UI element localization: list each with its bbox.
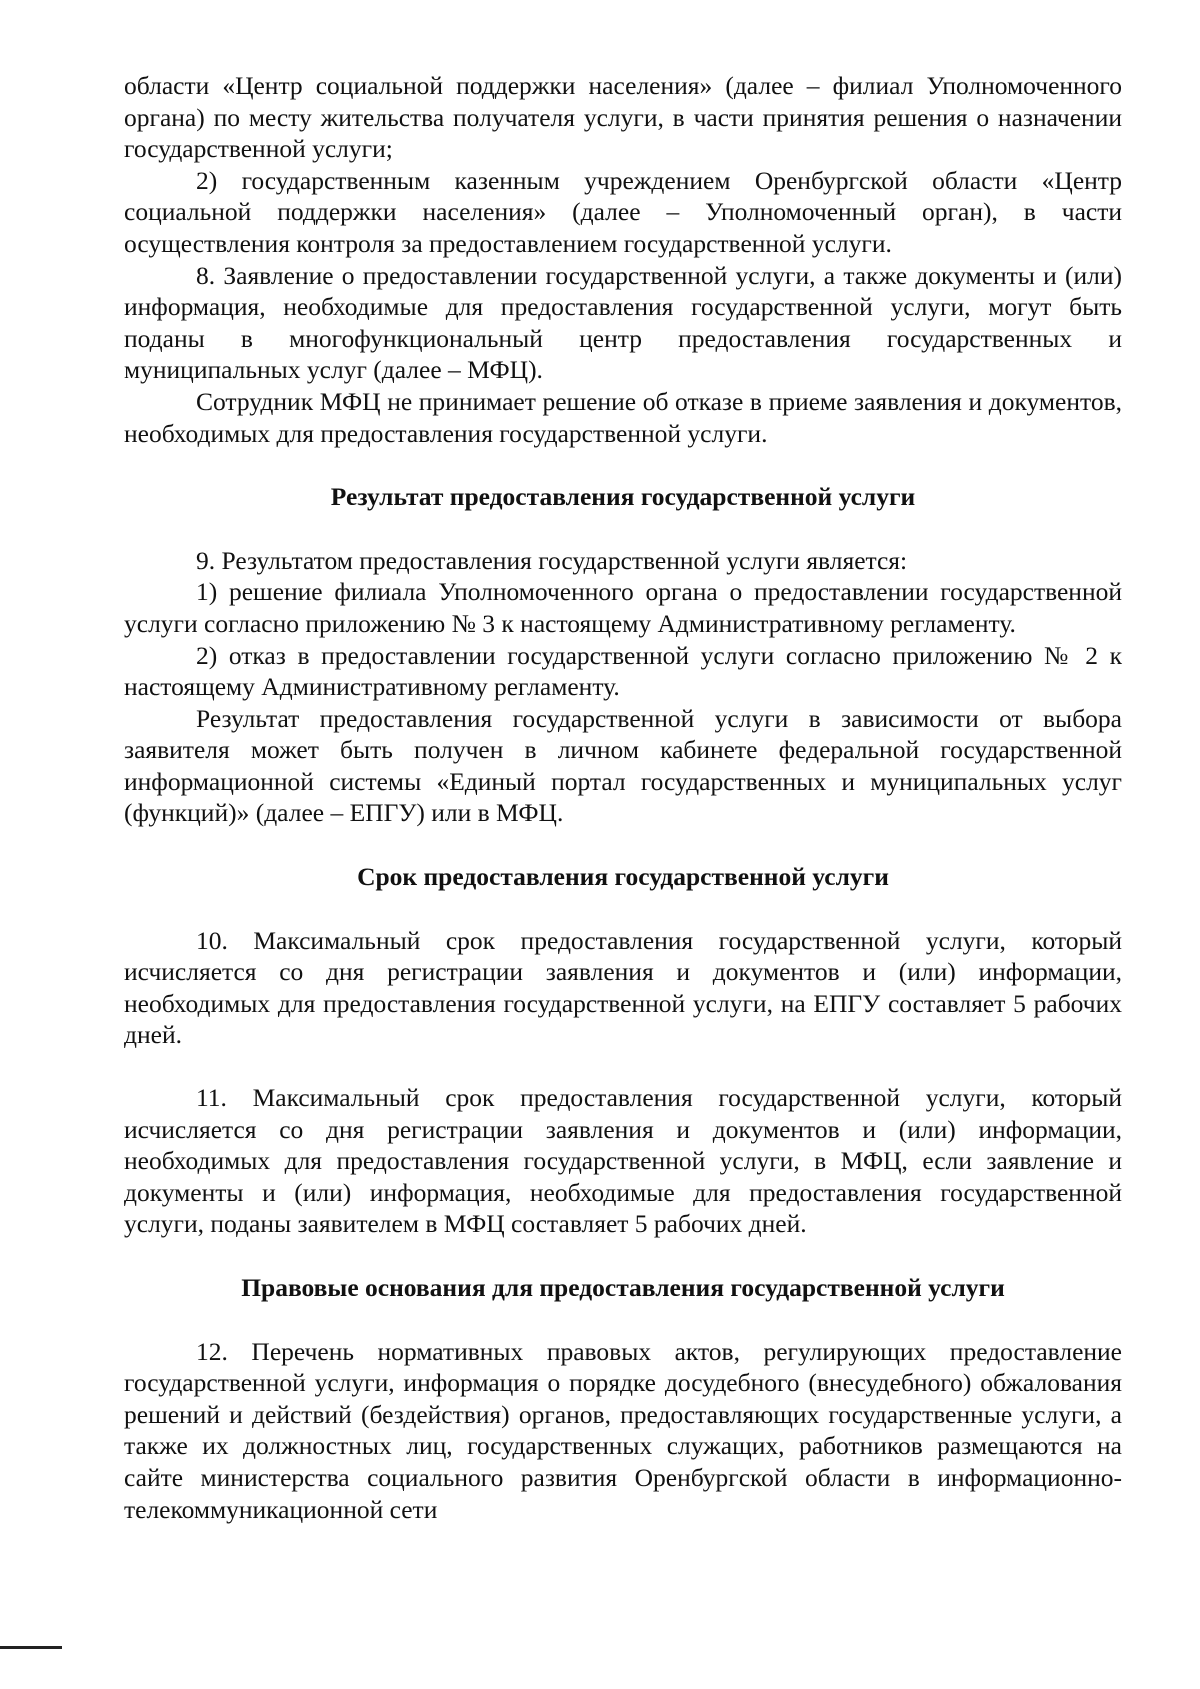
paragraph-10: 10. Максимальный срок предоставления государственной услуги, который исчисляется со дня регистрации заявления и документов и (или) информации, необходимых для предоставления государственной услуги, на ЕПГУ составляет 5 рабочих дней.: [124, 925, 1122, 1050]
paragraph-9-result: Результат предоставления государственной услуги в зависимости от выбора заявителя может быть получен в личном кабинете федеральной государственной информационной системы «Единый портал государственных и муниципальных услуг (функций)» (далее – ЕПГУ) или в МФЦ.: [124, 703, 1122, 828]
heading-result: Результат предоставления государственной услуги: [330, 482, 916, 512]
scan-edge-mark: [0, 1646, 62, 1649]
paragraph-8: 8. Заявление о предоставлении государственной услуги, а также документы и (или) информация, необходимые для предоставления государственной услуги, могут быть поданы в многофункциональный центр предоставления государственных и муниципальных услуг (далее – МФЦ).: [124, 260, 1122, 385]
paragraph-11: 11. Максимальный срок предоставления государственной услуги, который исчисляется со дня регистрации заявления и документов и (или) информации, необходимых для предоставления государственной услуги, в МФЦ, если заявление и документы и (или) информация, необходимые для предоставления государственной услуги, поданы заявителем в МФЦ составляет 5 рабочих дней.: [124, 1083, 1122, 1239]
heading-term: Срок предоставления государственной услуги: [357, 862, 889, 892]
paragraph-9-item-1: 1) решение филиала Уполномоченного органа о предоставлении государственной услуги согласно приложению № 3 к настоящему Административному регламенту.: [124, 577, 1122, 638]
paragraph-9-item-2: 2) отказ в предоставлении государственной услуги согласно приложению № 2 к настоящему Административному регламенту.: [124, 640, 1122, 702]
paragraph-8-mfc: Сотрудник МФЦ не принимает решение об отказе в приеме заявления и документов, необходимых для предоставления государственной услуги.: [124, 386, 1122, 448]
paragraph-item-2-authority: 2) государственным казенным учреждением Оренбургской области «Центр социальной поддержки населения» (далее – Уполномоченный орган), в части осуществления контроля за предоставлением государственной услуги.: [124, 165, 1122, 258]
document-page: [124, 70, 1122, 1525]
paragraph-continuation: области «Центр социальной поддержки населения» (далее – филиал Уполномоченного органа) по месту жительства получателя услуги, в части принятия решения о назначении государственной услуги;: [124, 71, 1122, 164]
paragraph-9: 9. Результатом предоставления государственной услуги является:: [196, 545, 908, 575]
paragraph-12: 12. Перечень нормативных правовых актов, регулирующих предоставление государственной услуги, информация о порядке досудебного (внесудебного) обжалования решений и действий (бездействия) органов, предоставляющих государственные услуги, а также их должностных лиц, государственных служащих, работников размещаются на сайте министерства социального развития Оренбургской области в информационно-телекоммуникационной сети: [124, 1336, 1122, 1524]
heading-legal-basis: Правовые основания для предоставления государственной услуги: [241, 1273, 1005, 1302]
